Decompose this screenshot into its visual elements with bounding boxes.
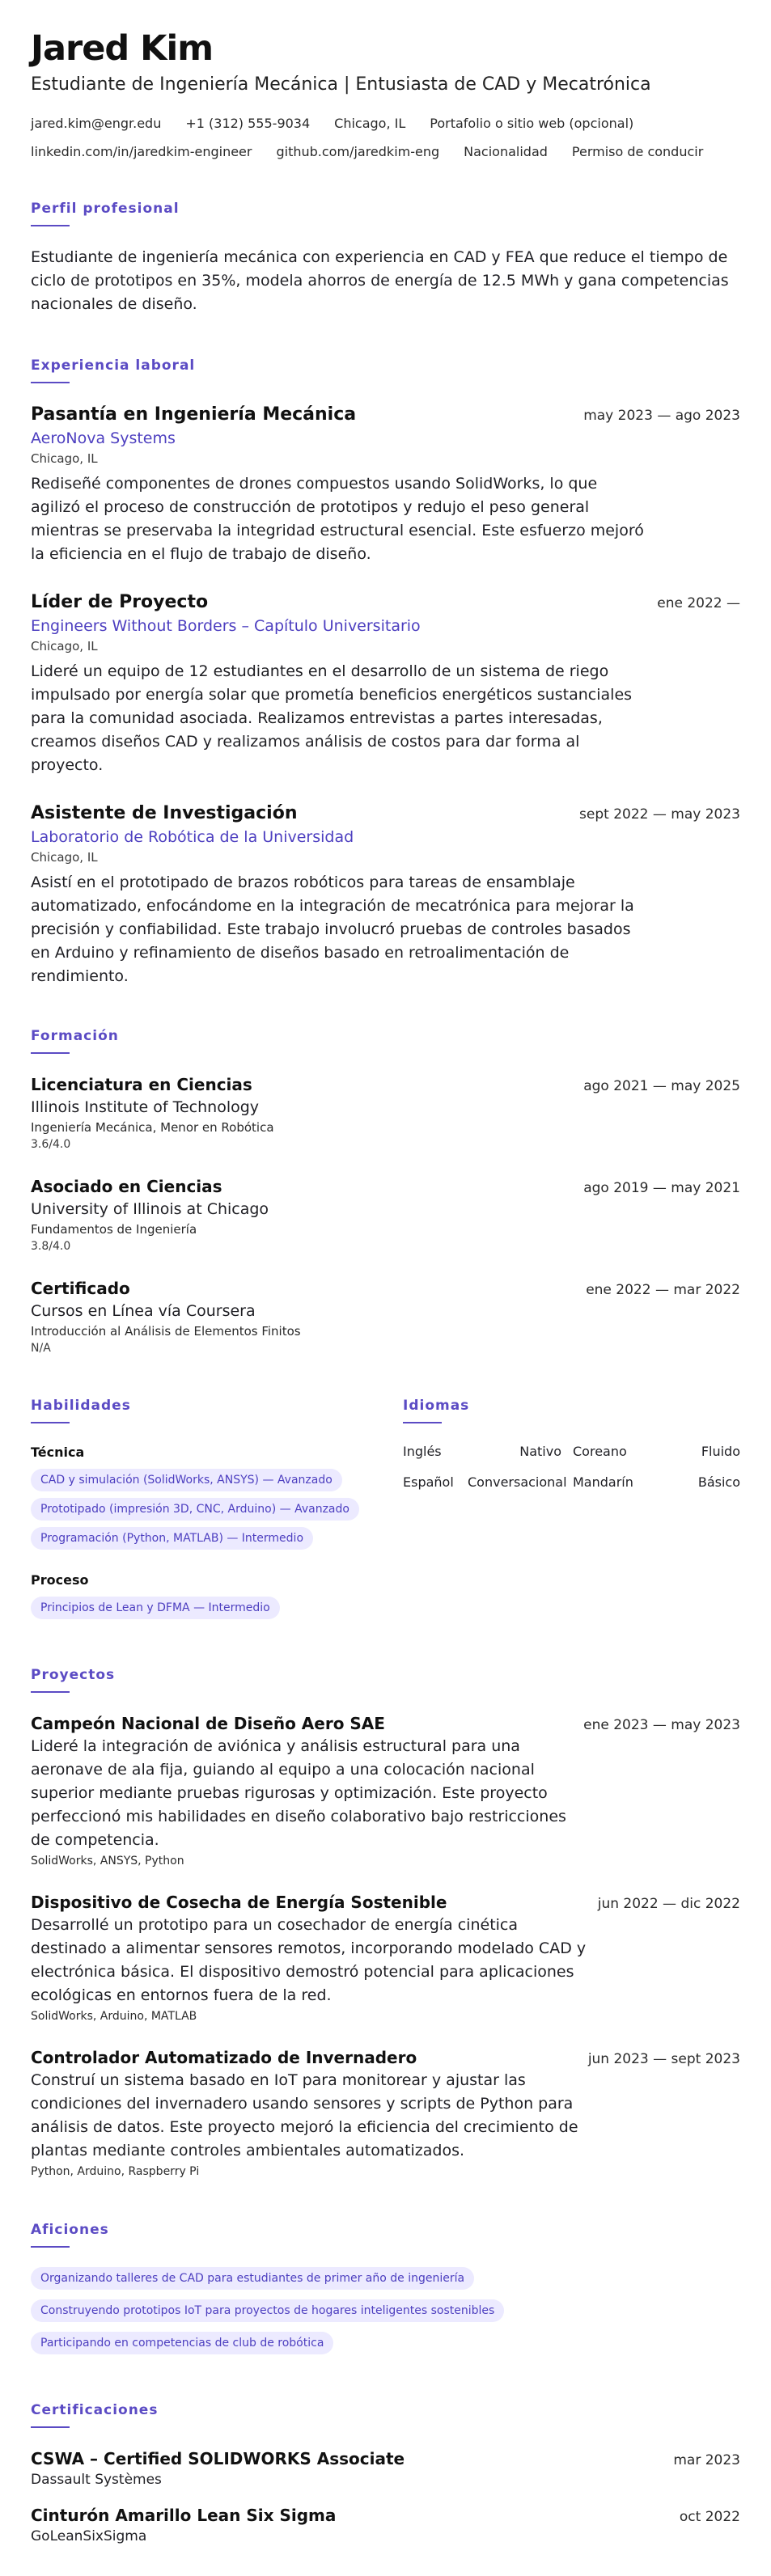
skill-group-title: Técnica (31, 1445, 85, 1460)
experience-entry (31, 802, 740, 988)
skill-group (31, 1571, 403, 1626)
experience-role: Líder de Proyecto (31, 592, 209, 612)
project-name: Campeón Nacional de Diseño Aero SAE (31, 1714, 385, 1733)
project-entry (31, 2046, 740, 2181)
education-school: University of Illinois at Chicago (31, 1200, 269, 1218)
section-title-hobbies: Aficiones (31, 2222, 109, 2238)
projects-section (31, 1666, 740, 2181)
experience-description: Rediseñé componentes de drones compuestos usando SolidWorks, lo que agilizó el proceso de construcción de prototipos y redujo el peso general mientras se preservaba la integridad estructural esencial. Este esfuerzo mejoró la eficiencia en el flujo de trabajo de diseño. (31, 475, 644, 563)
project-entry (31, 1891, 740, 2025)
experience-date: may 2023 — ago 2023 (583, 408, 740, 424)
experience-section (31, 357, 740, 988)
certification-date: mar 2023 (673, 2452, 740, 2468)
experience-role: Pasantía en Ingeniería Mecánica (31, 404, 357, 425)
summary-text: Estudiante de ingeniería mecánica con experiencia en CAD y FEA que reduce el tiempo de ciclo de prototipos en 35%, modela ahorros de energía de 12.5 MWh y gana competencias nacionales de diseño. (31, 248, 729, 313)
contact-github[interactable]: github.com/jaredkim-eng (276, 144, 440, 159)
contact-email[interactable]: jared.kim@engr.edu (31, 116, 162, 131)
certifications-section (31, 2401, 740, 2546)
section-title-summary: Perfil profesional (31, 201, 180, 217)
languages-grid (403, 1443, 740, 1491)
experience-company: Laboratorio de Robótica de la Universidad (31, 828, 354, 846)
skill-chip: Programación (Python, MATLAB) — Intermedio (31, 1527, 313, 1550)
section-divider (31, 1052, 70, 1054)
education-school: Illinois Institute of Technology (31, 1098, 260, 1116)
education-score: N/A (31, 1342, 51, 1355)
section-title-skills: Habilidades (31, 1398, 131, 1414)
skill-chip: Prototipado (impresión 3D, CNC, Arduino) — Avanzado (31, 1498, 359, 1521)
certification-entry (31, 2447, 740, 2489)
education-school: Cursos en Línea vía Coursera (31, 1302, 256, 1320)
candidate-name: Jared Kim (31, 28, 214, 69)
project-description: Desarrollé un prototipo para un cosechador de energía cinética destinado a alimentar sensores remotos, incorporando modelado CAD y electrónica básica. El dispositivo demostró potencial para aplicaciones ecológicas en entornos fuera de la red. (31, 1916, 587, 2004)
project-date: jun 2022 — dic 2022 (597, 1896, 740, 1912)
contact-license: Permiso de conducir (571, 144, 704, 159)
contact-row-1 (31, 115, 740, 133)
education-date: ago 2019 — may 2021 (583, 1180, 740, 1196)
section-divider (31, 2246, 70, 2248)
education-entry (31, 1277, 740, 1356)
experience-description: Asistí en el prototipado de brazos robóticos para tareas de ensamblaje automatizado, enfocándome en la integración de mecatrónica para mejorar la precisión y confiabilidad. Este trabajo involucró pruebas de controles basados en Arduino y refinamiento de diseños basado en retroalimentación de rendimiento. (31, 873, 634, 985)
language-name: Coreano (573, 1444, 627, 1459)
experience-role: Asistente de Investigación (31, 803, 298, 823)
contact-phone[interactable]: +1 (312) 555-9034 (185, 116, 311, 131)
experience-entry (31, 590, 740, 777)
skill-group (31, 1443, 403, 1556)
education-score: 3.8/4.0 (31, 1240, 71, 1253)
experience-date: sept 2022 — may 2023 (579, 806, 740, 823)
project-tech: Python, Arduino, Raspberry Pi (31, 2165, 200, 2178)
language-name: Mandarín (573, 1474, 633, 1490)
hobby-chip: Participando en competencias de club de robótica (31, 2332, 333, 2354)
certification-date: oct 2022 (679, 2509, 740, 2525)
education-degree: Asociado en Ciencias (31, 1177, 222, 1196)
experience-company: AeroNova Systems (31, 429, 176, 447)
certification-name: Cinturón Amarillo Lean Six Sigma (31, 2506, 337, 2525)
experience-location: Chicago, IL (31, 451, 98, 466)
experience-location: Chicago, IL (31, 850, 98, 865)
skill-chip: CAD y simulación (SolidWorks, ANSYS) — Avanzado (31, 1469, 342, 1491)
education-entry (31, 1073, 740, 1153)
languages-section (403, 1397, 740, 1626)
project-tech: SolidWorks, Arduino, MATLAB (31, 2010, 197, 2023)
project-tech: SolidWorks, ANSYS, Python (31, 1855, 184, 1867)
section-divider (403, 1422, 442, 1423)
project-entry (31, 1712, 740, 1870)
experience-location: Chicago, IL (31, 639, 98, 654)
education-area: Fundamentos de Ingeniería (31, 1222, 197, 1237)
project-description: Lideré la integración de aviónica y análisis estructural para una aeronave de ala fija, guiando al equipo a una colocación nacional superior mediante pruebas rigurosas y optimización. Este proyecto perfeccionó mis habilidades en diseño colaborativo bajo restricciones de competencia. (31, 1737, 566, 1849)
project-name: Controlador Automatizado de Invernadero (31, 2048, 417, 2067)
experience-date: ene 2022 — (657, 595, 740, 611)
language-level: Fluido (701, 1444, 740, 1459)
project-description: Construí un sistema basado en IoT para monitorear y ajustar las condiciones del invernadero usando sensores y scripts de Python para análisis de datos. Este proyecto mejoró la eficiencia del crecimiento de plantas mediante controles ambientales automatizados. (31, 2071, 578, 2159)
experience-entry (31, 403, 740, 566)
candidate-headline: Estudiante de Ingeniería Mecánica | Entusiasta de CAD y Mecatrónica (31, 74, 651, 95)
experience-company: Engineers Without Borders – Capítulo Universitario (31, 617, 421, 635)
language-level: Básico (697, 1474, 740, 1490)
section-title-certifications: Certificaciones (31, 2402, 159, 2418)
contact-row-2 (31, 143, 740, 161)
certification-name: CSWA – Certified SOLIDWORKS Associate (31, 2449, 405, 2468)
education-date: ene 2022 — mar 2022 (586, 1282, 740, 1298)
contact-nationality: Nacionalidad (464, 144, 548, 159)
section-title-languages: Idiomas (403, 1398, 470, 1414)
skills-section (31, 1397, 403, 1626)
section-divider (31, 225, 70, 226)
project-date: jun 2023 — sept 2023 (587, 2051, 740, 2067)
skill-group-title: Proceso (31, 1572, 89, 1588)
education-degree: Licenciatura en Ciencias (31, 1075, 252, 1094)
skills-languages-row (31, 1397, 740, 1626)
certification-entry (31, 2504, 740, 2546)
section-divider (31, 1422, 70, 1423)
hobby-chip: Organizando talleres de CAD para estudiantes de primer año de ingeniería (31, 2267, 474, 2290)
education-entry (31, 1175, 740, 1254)
project-date: ene 2023 — may 2023 (583, 1717, 740, 1733)
project-name: Dispositivo de Cosecha de Energía Sostenible (31, 1893, 447, 1912)
language-name: Español (403, 1474, 454, 1490)
section-title-experience: Experiencia laboral (31, 357, 196, 374)
section-title-education: Formación (31, 1028, 119, 1044)
language-level: Conversacional (468, 1474, 567, 1490)
language-level: Nativo (519, 1444, 561, 1459)
contact-linkedin[interactable]: linkedin.com/in/jaredkim-engineer (31, 144, 252, 159)
hobby-list (31, 2267, 740, 2364)
education-area: Ingeniería Mecánica, Menor en Robótica (31, 1120, 274, 1135)
contact-portfolio[interactable]: Portafolio o sitio web (opcional) (430, 116, 634, 131)
section-divider (31, 382, 70, 383)
contact-location: Chicago, IL (334, 116, 406, 131)
education-area: Introducción al Análisis de Elementos Finitos (31, 1324, 301, 1339)
section-divider (31, 1691, 70, 1693)
experience-description: Lideré un equipo de 12 estudiantes en el desarrollo de un sistema de riego impulsado por energía solar que prometía beneficios energéticos sustanciales para la comunidad asociada. Realizamos entrevistas a partes interesadas, creamos diseños CAD y realizamos análisis de costos para dar forma al proyecto. (31, 662, 633, 774)
education-section (31, 1027, 740, 1356)
section-divider (31, 2426, 70, 2428)
hobbies-section (31, 2221, 740, 2364)
education-degree: Certificado (31, 1279, 130, 1298)
language-name: Inglés (403, 1444, 442, 1459)
education-date: ago 2021 — may 2025 (583, 1078, 740, 1094)
skill-chip: Principios de Lean y DFMA — Intermedio (31, 1597, 280, 1619)
education-score: 3.6/4.0 (31, 1138, 71, 1151)
hobby-chip: Construyendo prototipos IoT para proyectos de hogares inteligentes sostenibles (31, 2299, 504, 2322)
summary-section (31, 200, 740, 316)
certification-issuer: GoLeanSixSigma (31, 2528, 147, 2544)
section-title-projects: Proyectos (31, 1667, 116, 1683)
certification-issuer: Dassault Systèmes (31, 2472, 162, 2488)
